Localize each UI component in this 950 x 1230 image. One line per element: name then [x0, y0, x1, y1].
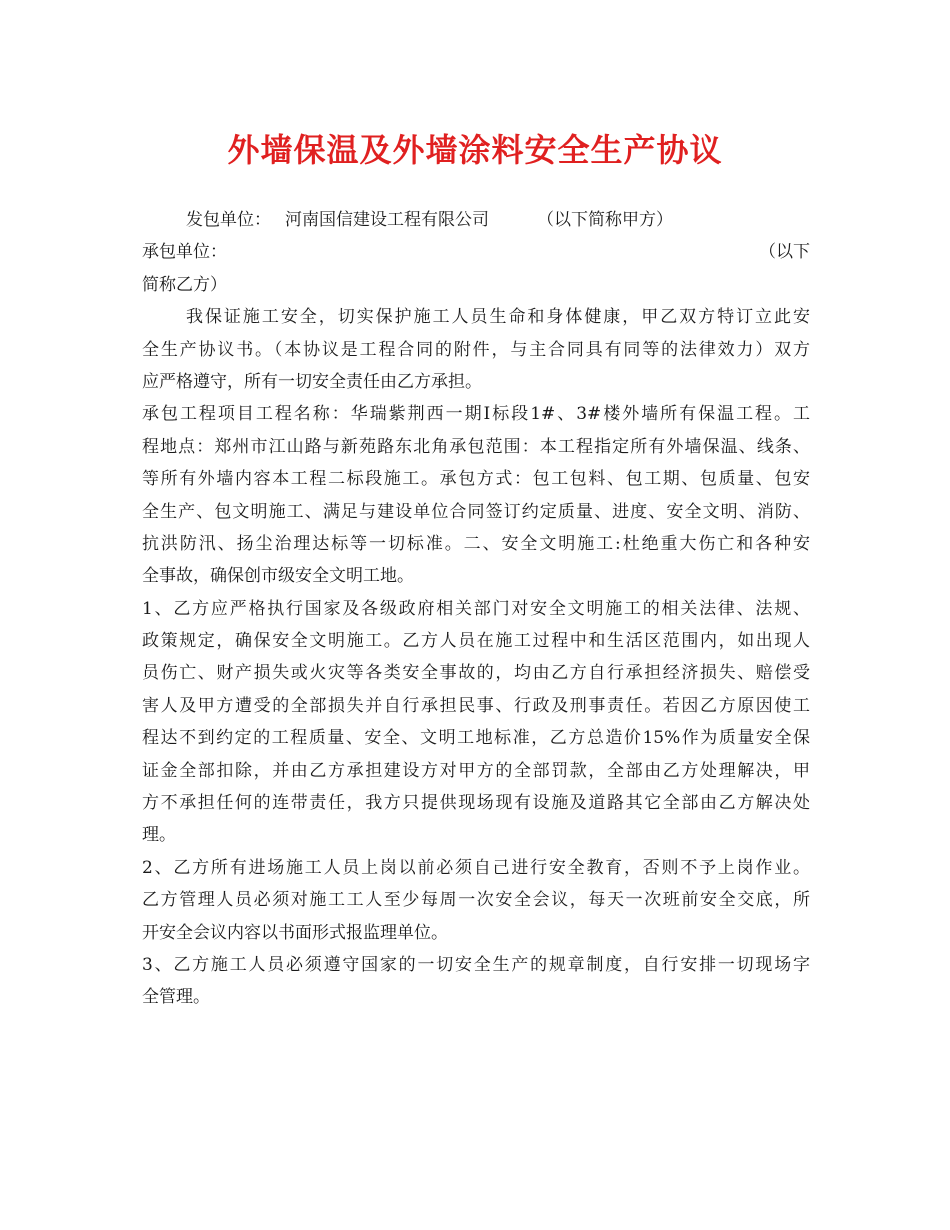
paragraph-line: 我保证施工安全，切实保护施工人员生命和身体健康，甲乙双方特订立此安 — [186, 307, 810, 328]
paragraph-line: 承包工程项目工程名称：华瑞紫荆西一期Ⅰ标段1#、3#楼外墙所有保温工程。工 — [142, 404, 810, 425]
paragraph-project — [142, 398, 810, 592]
document-title: 外墙保温及外墙涂料安全生产协议 — [227, 131, 723, 169]
employer-alias: （以下简称甲方） — [537, 210, 673, 230]
employer-name: 河南国信建设工程有限公司 — [285, 210, 489, 230]
paragraph-line: 程达不到约定的工程质量、安全、文明工地标准，乙方总造价15%作为质量安全保 — [142, 728, 810, 749]
paragraph-line: 方不承担任何的连带责任，我方只提供现场现有设施及道路其它全部由乙方解决处 — [142, 793, 810, 814]
contractor-alias-part1: （以下 — [759, 242, 810, 263]
paragraph-line: 1、乙方应严格执行国家及各级政府相关部门对安全文明施工的相关法律、法规、 — [142, 598, 810, 619]
document-body — [142, 204, 810, 1014]
paragraph-clause-2 — [142, 852, 810, 949]
paragraph-line: 全生产、包文明施工、满足与建设单位合同签订约定质量、进度、安全文明、消防、 — [142, 501, 810, 522]
contractor-label: 承包单位： — [142, 242, 227, 263]
paragraph-line: 3、乙方施工人员必须遵守国家的一切安全生产的规章制度，自行安排一切现场字 — [142, 954, 810, 975]
employer-line — [142, 204, 810, 236]
paragraph-line: 全管理。 — [142, 987, 210, 1008]
paragraph-intro — [142, 301, 810, 398]
paragraph-line: 等所有外墙内容本工程二标段施工。承包方式：包工包料、包工期、包质量、包安 — [142, 469, 810, 490]
paragraph-clause-3 — [142, 949, 810, 1014]
paragraph-line: 害人及甲方遭受的全部损失并自行承担民事、行政及刑事责任。若因乙方原因使工 — [142, 695, 810, 716]
paragraph-line: 2、乙方所有进场施工人员上岗以前必须自己进行安全教育，否则不予上岗作业。 — [142, 857, 810, 878]
paragraph-line: 应严格遵守，所有一切安全责任由乙方承担。 — [142, 371, 482, 392]
paragraph-clause-1 — [142, 593, 810, 852]
paragraph-line: 全事故，确保创市级安全文明工地。 — [142, 566, 414, 587]
contractor-alias-part2: 简称乙方） — [142, 274, 227, 295]
paragraph-line: 员伤亡、财产损失或火灾等各类安全事故的，均由乙方自行承担经济损失、赔偿受 — [142, 663, 810, 684]
paragraph-line: 全生产协议书。（本协议是工程合同的附件，与主合同具有同等的法律效力）双方 — [142, 339, 810, 360]
paragraph-line: 抗洪防汛、扬尘治理达标等一切标准。二、安全文明施工:杜绝重大伤亡和各种安 — [142, 533, 810, 554]
paragraph-line: 程地点：郑州市江山路与新苑路东北角承包范围：本工程指定所有外墙保温、线条、 — [142, 436, 810, 457]
paragraph-line: 乙方管理人员必须对施工工人至少每周一次安全会议，每天一次班前安全交底，所 — [142, 890, 810, 911]
paragraph-line: 政策规定，确保安全文明施工。乙方人员在施工过程中和生活区范围内，如出现人 — [142, 631, 810, 652]
contractor-alias-line — [142, 269, 810, 301]
paragraph-line: 证金全部扣除，并由乙方承担建设方对甲方的全部罚款，全部由乙方处理解决，甲 — [142, 760, 810, 781]
contractor-line — [142, 236, 810, 268]
paragraph-line: 理。 — [142, 825, 176, 846]
paragraph-line: 开安全会议内容以书面形式报监理单位。 — [142, 922, 448, 943]
employer-label: 发包单位： — [186, 210, 271, 230]
